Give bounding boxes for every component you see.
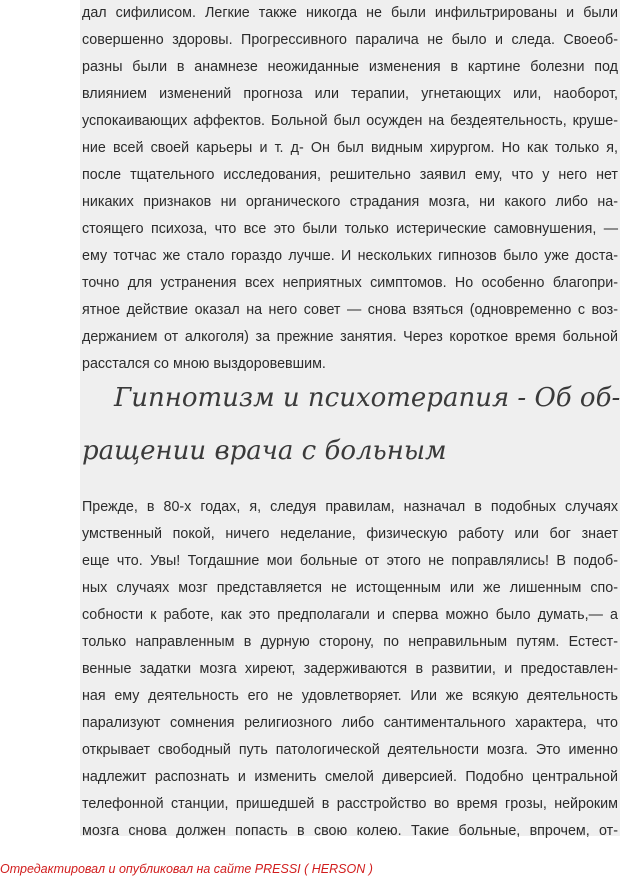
paragraph-1	[82, 0, 618, 378]
paragraph-line: умственный покой, ничего неделание, физическую работу или бог знает	[82, 526, 618, 542]
paragraph-line: ние всей своей карьеры и т. д- Он был видным хирургом. Но как только я,	[82, 140, 618, 156]
paragraph-line: мозга снова должен попасть в свою колею. Такие больные, впрочем, от-	[82, 823, 618, 839]
paragraph-2	[82, 494, 618, 845]
paragraph-line: Прежде, в 80-х годах, я, следуя правилам, назначал в подобных случаях	[82, 499, 618, 515]
paragraph-line: только направленным в дурную сторону, по неправильным путям. Естест-	[82, 634, 618, 650]
paragraph-line: надлежит распознать и изменить смелой диверсией. Подобно центральной	[82, 769, 618, 785]
section-heading-line-1: Гипнотизм и психотерапия - Об об-	[114, 383, 620, 413]
section-heading	[82, 372, 618, 478]
paragraph-line: ных случаях мозг представляется не истощенным или же лишенным спо-	[82, 580, 618, 596]
paragraph-line: совершенно здоровы. Прогрессивного паралича не было и следа. Своеоб-	[82, 32, 618, 48]
paragraph-line: дал сифилисом. Легкие также никогда не были инфильтрированы и были	[82, 5, 618, 21]
footer-credit: Отредактировал и опубликовал на сайте PRESSI ( HERSON )	[0, 862, 373, 876]
paragraph-line: никаких признаков ни органического страдания мозга, ни какого либо на-	[82, 194, 618, 210]
paragraph-line: держанием от алкоголя) за прежние занятия. Через короткое время больной	[82, 329, 618, 345]
paragraph-line: ему тотчас же стало гораздо лучше. И нескольких гипнозов было уже доста-	[82, 248, 618, 264]
paragraph-line: точно для устранения всех неприятных симптомов. Но особенно благопри-	[82, 275, 618, 291]
paragraph-line: ная ему деятельность его не удовлетворяет. Или же всякую деятельность	[82, 688, 618, 704]
paragraph-line: еще что. Увы! Тогдашние мои больные от этого не поправлялись! В подоб-	[82, 553, 618, 569]
section-heading-line-2: ращении врача с больным	[82, 436, 447, 466]
paragraph-line: после тщательного исследования, решительно заявил ему, что у него нет	[82, 167, 618, 183]
paragraph-line: успокаивающих аффектов. Больной был осужден на бездеятельность, круше-	[82, 113, 618, 129]
paragraph-line: собности к работе, как это предполагали и сперва можно было думать,— а	[82, 607, 618, 623]
paragraph-line: телефонной станции, пришедшей в расстройство во время грозы, нейроким	[82, 796, 618, 812]
paragraph-line: влиянием изменений прогноза или терапии, угнетающих или, наоборот,	[82, 86, 618, 102]
paragraph-line: парализуют сомнения религиозного либо сантиментального характера, что	[82, 715, 618, 731]
paragraph-line: стоящего психоза, что все это были только истерические самовнушения, —	[82, 221, 618, 237]
paragraph-line: ятное действие оказал на него совет — снова взяться (одновременно с воз-	[82, 302, 618, 318]
paragraph-line: венные задатки мозга хиреют, задерживаются в развитии, и предоставлен-	[82, 661, 618, 677]
paragraph-line: расстался со мною выздоровевшим.	[82, 356, 326, 372]
paragraph-line: разны были в анамнезе неожиданные изменения в картине болезни под	[82, 59, 618, 75]
paragraph-line: открывает свободный путь патологической деятельности мозга. Это именно	[82, 742, 618, 758]
